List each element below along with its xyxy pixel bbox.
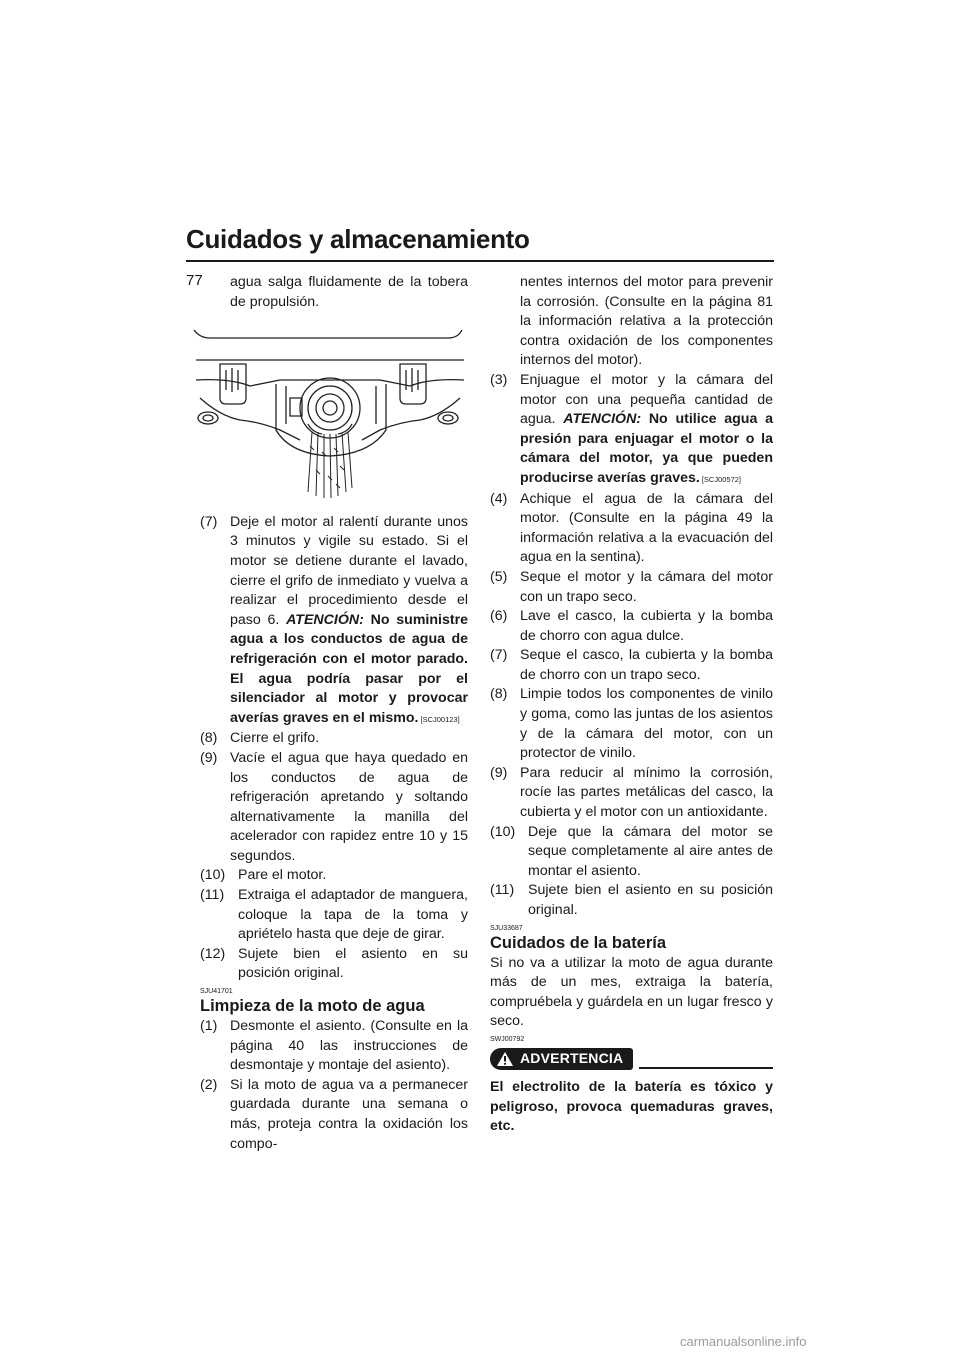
list-item: (1) Desmonte el asiento. (Consulte en la página 40 las instrucciones de desmontaje y montaje del asiento).	[200, 1018, 468, 1074]
section-heading: Limpieza de la moto de agua	[200, 997, 425, 1016]
caution-code: [SCJ00123]	[420, 714, 460, 724]
list-item: (4) Achique el agua de la cámara del motor. (Consulte en la página 49 la información relativa a la evacuación del agua en la sentina).	[490, 490, 773, 566]
list-item: (7) Seque el casco, la cubierta y la bomba de chorro con un trapo seco.	[490, 647, 773, 683]
left-column	[200, 273, 468, 1154]
list-item: (11) Sujete bien el asiento en su posición original.	[490, 882, 773, 918]
section-heading: Cuidados de la batería	[490, 933, 667, 952]
list-item: (2) Si la moto de agua va a permanecer guardada durante una semana o más, proteja contra la oxidación los compo-	[200, 1076, 468, 1152]
list-item: (6) Lave el casco, la cubierta y la bomba de chorro con agua dulce.	[490, 608, 773, 644]
section-ref-code: SJU41701	[200, 988, 233, 996]
jet-nozzle-flushing-illustration	[190, 320, 470, 500]
list-item: (12) Sujete bien el asiento en su posición original.	[200, 945, 468, 982]
caution-code: [SCJ00572]	[701, 474, 742, 484]
warning-badge: ADVERTENCIA	[490, 1048, 633, 1070]
section-paragraph: Si no va a utilizar la moto de agua durante más de un mes, extraiga la batería, compruébela y guárdela en un lugar fresco y seco.	[490, 954, 773, 1030]
caution-notice: ATENCIÓN: No utilice agua a presión para enjuagar el motor o la cámara del motor, ya que pueden producirse averías graves.	[520, 411, 773, 486]
list-item: (9) Vacíe el agua que haya quedado en los conductos de agua de refrigeración apretando y soltando alternativamente la manilla del acelerador con rapidez entre 10 y 15 segundos.	[200, 749, 468, 864]
list-item: (10) Pare el motor.	[200, 867, 327, 884]
warning-triangle-icon	[496, 1051, 514, 1067]
list-item: (9) Para reducir al mínimo la corrosión, rocíe las partes metálicas del casco, la cubierta y el motor con un antioxidante.	[490, 764, 773, 821]
list-item: (3) Enjuague el motor y la cámara del motor con una pequeña cantidad de agua. ATENCIÓN: No utilice agua a presión para enjuagar el motor o la cámara del motor, ya que pueden producirse averías graves. [SCJ00572]	[490, 371, 773, 486]
continued-paragraph: nentes internos del motor para prevenir la corrosión. (Consulte en la página 81 la información relativa a la protección contra oxidación de los componentes internos del motor).	[520, 274, 773, 369]
warning-text: El electrolito de la batería es tóxico y peligroso, provoca quemaduras graves, etc.	[490, 1078, 773, 1135]
warning-rule	[639, 1067, 773, 1069]
warning-ref-code: SWJ00792	[490, 1035, 525, 1043]
list-item: (8) Limpie todos los componentes de vinilo y goma, como las juntas de los asientos y de la cámara del motor, con un protector de vinilo.	[490, 686, 773, 762]
caution-notice: ATENCIÓN: No suministre agua a los conductos de agua de refrigeración con el motor parado. El agua podría pasar por el silenciador al motor y provocar averías graves en el mismo.	[230, 611, 469, 726]
page-number: 77	[186, 272, 203, 289]
list-item: (8) Cierre el grifo.	[200, 730, 320, 747]
intro-paragraph: agua salga fluidamente de la tobera de propulsión.	[230, 274, 468, 310]
warning-header	[490, 1046, 773, 1070]
list-item: (5) Seque el motor y la cámara del motor con un trapo seco.	[490, 568, 773, 605]
page-title: Cuidados y almacenamiento	[186, 224, 530, 254]
watermark: carmanualsonline.info	[680, 1334, 807, 1349]
list-item: (11) Extraiga el adaptador de manguera, coloque la tapa de la toma y apriételo hasta que deje de girar.	[200, 887, 468, 943]
list-item: (7) Deje el motor al ralentí durante unos 3 minutos y vigile su estado. Si el motor se detiene durante el lavado, cierre el grifo de inmediato y vuelva a realizar el procedimiento desde el paso 6. ATENCIÓN: No suministre agua a los conductos de agua de refrigeración con el motor parado. El agua podría pasar por el silenciador al motor y provocar averías graves en el mismo. [SCJ00123]	[200, 513, 469, 726]
right-column	[490, 273, 773, 1137]
section-ref-code: SJU33687	[490, 924, 523, 932]
list-item: (10) Deje que la cámara del motor se seque completamente al aire antes de montar el asiento.	[490, 823, 773, 879]
header-rule	[186, 260, 774, 262]
